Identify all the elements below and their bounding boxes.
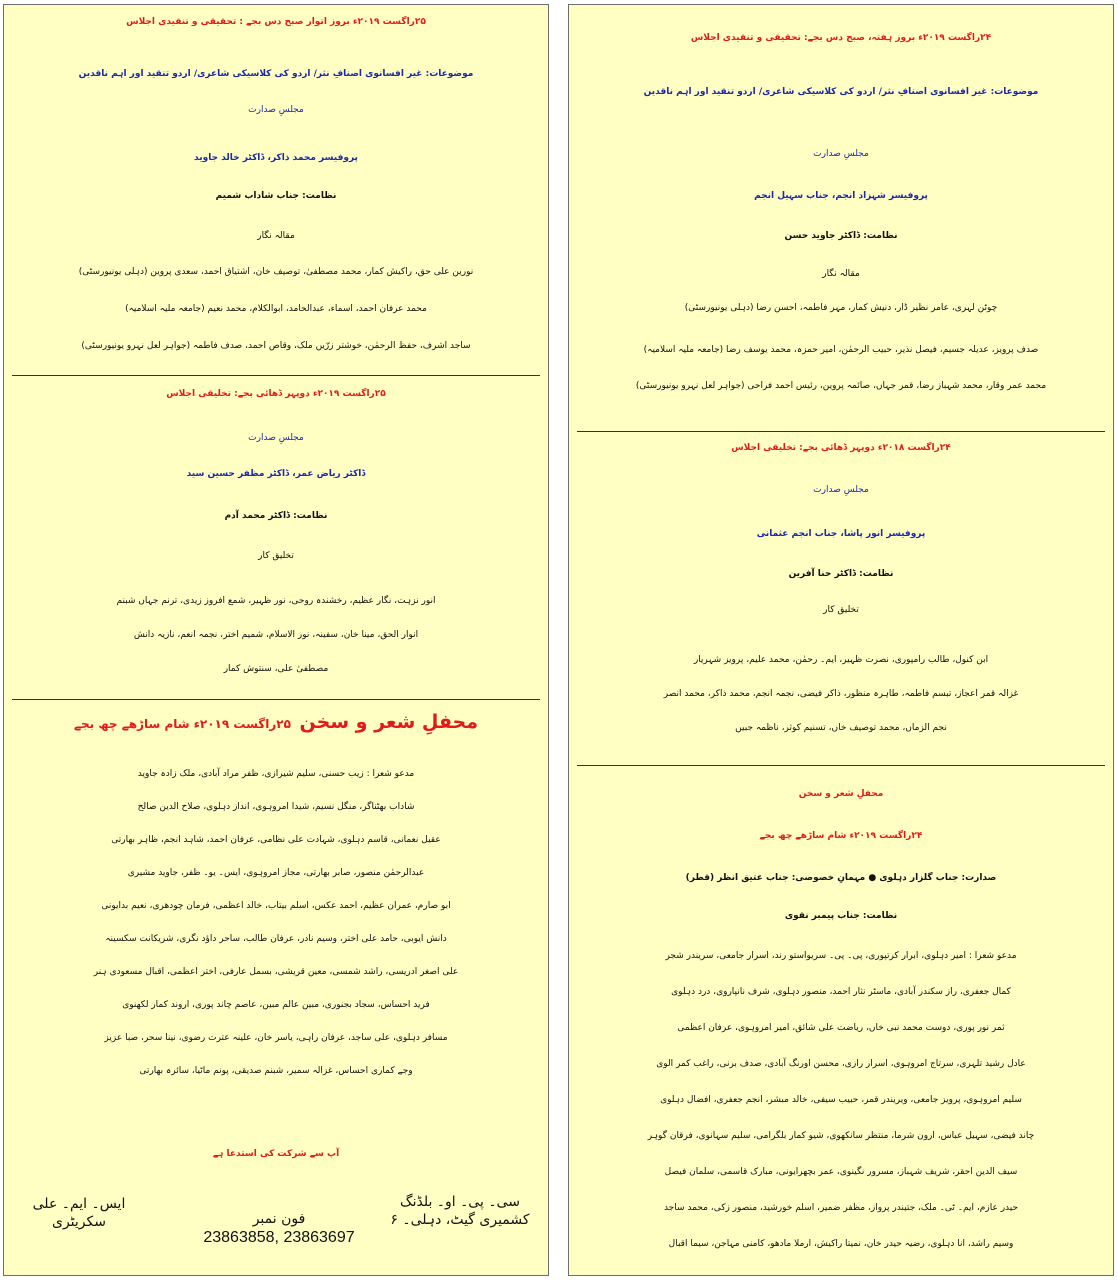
left-maqala-line: محمد عرفان احمد، اسماء، عبدالحامد، ابوالکلام، محمد نعیم (جامعہ ملیہ اسلامیہ) bbox=[125, 304, 427, 314]
right-mehfil-date: ۲۴راگست ۲۰۱۹ء شام ساڑھے چھ بجے bbox=[759, 831, 923, 841]
right-nizamat: نظامت: ڈاکٹر جاوید حسن bbox=[784, 231, 898, 241]
right-maqala-label: مقالہ نگار bbox=[822, 269, 860, 279]
right-invitation-panel bbox=[568, 4, 1114, 1276]
right-poets-line: ثمر نور پوری، دوست محمد نبی خاں، ریاضت علی شائق، امیر امروہوی، عرفان اعظمی bbox=[677, 1023, 1005, 1033]
right-nizamat2: نظامت: ڈاکٹر حنا آفرین bbox=[788, 569, 894, 579]
left-secretary bbox=[24, 1195, 134, 1231]
left-presidium-label: مجلسِ صدارت bbox=[248, 105, 304, 115]
right-day1-heading: ۲۴راگست ۲۰۱۹ء بروز ہفتہ، صبح دس بجے: تحقیقی و تنقیدی اجلاس bbox=[690, 33, 992, 43]
left-poets-line: دانش ایوبی، حامد علی اختر، وسیم نادر، عرفان طالب، ساحر داؤد نگری، شریکانت سکسینہ bbox=[105, 934, 447, 944]
right-mehfil-nizamat: نظامت: جناب پیمبر نقوی bbox=[784, 911, 898, 921]
secretary-name: ایس۔ ایم۔ علی bbox=[32, 1196, 126, 1212]
right-presidium2-label: مجلسِ صدارت bbox=[813, 485, 869, 495]
left-invitation-panel bbox=[3, 4, 549, 1276]
divider bbox=[577, 765, 1105, 766]
left-poets-line: وجے کماری احساس، غزالہ سمیر، شبنم صدیقی، پونم ماٹیا، سائرہ بھارتی bbox=[139, 1066, 413, 1076]
left-poets-line: علی اصغر ادریسی، راشد شمسی، معین قریشی، بسمل عارفی، اختر اعظمی، اقبال مسعودی ہنر bbox=[93, 967, 459, 977]
left-presidium2-names: ڈاکٹر ریاض عمر، ڈاکٹر مظفر حسین سید bbox=[186, 469, 366, 479]
right-poets-line: مدعو شعرا : امیر دہلوی، ابرار کرتپوری، پی۔ پی۔ سریواستو رند، اسرار جامعی، سریندر شجر bbox=[665, 951, 1017, 961]
left-presidium2-label: مجلسِ صدارت bbox=[248, 433, 304, 443]
phone-label: فون نمبر bbox=[252, 1211, 306, 1227]
left-poets-line: فرید احساس، سجاد بجنوری، مبین عالم مبین، عاصم چاند پوری، اروند کمار لکھنوی bbox=[122, 1000, 430, 1010]
left-takhleeq-line: انوار الحق، مینا خان، سفینہ، نور الاسلام، شمیم اختر، نجمہ انعم، نازیہ دانش bbox=[133, 630, 419, 640]
left-day2-heading: ۲۵راگست ۲۰۱۹ء دوپہر ڈھائی بجے: تخلیقی اجلاس bbox=[166, 389, 386, 399]
address-line: سی۔ پی۔ او۔ بلڈنگ bbox=[400, 1194, 520, 1210]
left-day1-heading: ۲۵راگست ۲۰۱۹ء بروز اتوار صبح دس بجے : تحقیقی و تنقیدی اجلاس bbox=[126, 17, 426, 27]
right-day2-heading: ۲۴راگست ۲۰۱۸ء دوپہر ڈھائی بجے: تخلیقی اجلاس bbox=[731, 443, 951, 453]
left-phone-block bbox=[179, 1210, 379, 1249]
left-poets-line: عبدالرحمٰن منصور، صابر بھارتی، مجاز امروہوی، ایس۔ یو۔ ظفر، جاوید مشیری bbox=[127, 868, 425, 878]
left-poets-line: ابو صارم، عمران عظیم، احمد عکس، اسلم بیتاب، خالد اعظمی، فرمان چودھری، نعیم بدایونی bbox=[101, 901, 451, 911]
address-line: کشمیری گیٹ، دہلی۔ ۶ bbox=[390, 1212, 530, 1229]
right-poets-line: کمال جعفری، راز سکندر آبادی، ماسٹر نثار احمد، منصور دہلوی، شرف نانپاروی، درد دہلوی bbox=[671, 987, 1011, 997]
divider bbox=[12, 699, 540, 700]
right-maqala-line: محمد عمر وقار، محمد شہباز رضا، قمر جہاں، صائمہ پروین، رئیس احمد فراحی (جواہر لعل نہرو یونیورسٹی) bbox=[635, 381, 1047, 391]
left-mehfil-header bbox=[4, 711, 548, 734]
left-mehfil-title: محفلِ شعر و سخن bbox=[299, 711, 478, 733]
left-nizamat2: نظامت: ڈاکٹر محمد آدم bbox=[224, 511, 328, 521]
right-maqala-line: چوٹن لہری، عامر نظیر ڈار، دنیش کمار، مہر فاطمہ، احسن رضا (دہلی یونیورسٹی) bbox=[684, 303, 998, 313]
right-mehfil-title: محفلِ شعر و سخن bbox=[798, 789, 884, 799]
right-presidium-names: پروفیسر شہزاد انجم، جناب سہیل انجم bbox=[754, 191, 928, 201]
left-nizamat: نظامت: جناب شاداب شمیم bbox=[215, 191, 337, 201]
right-topics: موضوعات: غیر افسانوی اصنافِ نثر/ اردو کی کلاسیکی شاعری/ اردو تنقید اور اہم ناقدین bbox=[643, 87, 1039, 97]
phone-number: 23863858, 23863697 bbox=[203, 1229, 355, 1247]
right-presidium-label: مجلسِ صدارت bbox=[813, 149, 869, 159]
right-mehfil-presidency: صدارت: جناب گلزار دہلوی ● مہمانِ خصوصی: جناب عتیق انظر (قطر) bbox=[685, 873, 997, 883]
right-presidium2-names: پروفیسر انور پاشا، جناب انجم عثمانی bbox=[756, 529, 926, 539]
divider bbox=[577, 431, 1105, 432]
left-presidium-names: پروفیسر محمد ذاکر، ڈاکٹر خالد جاوید bbox=[194, 153, 358, 163]
right-poets-line: وسیم راشد، انا دہلوی، رضیہ حیدر خان، نمیتا راکیش، ارملا مادھو، کامنی مہاجن، سیما اقبال bbox=[668, 1239, 1014, 1249]
right-poets-line: عادل رشید تلہری، سرتاج امروہوی، اسرار رازی، محسن اورنگ آبادی، صدف برنی، راغب کمر الوی bbox=[656, 1059, 1026, 1069]
left-poets-line: مدعو شعرا : زیب حسنی، سلیم شیرازی، ظفر مراد آبادی، ملک زادہ جاوید bbox=[137, 769, 415, 779]
left-takhleeq-line: مصطفیٰ علی، سنتوش کمار bbox=[223, 664, 329, 674]
right-poets-line: سلیم امروہوی، پرویز جامعی، ویریندر قمر، حبیب سیفی، خالد مبشر، انجم جعفری، افضال دہلوی bbox=[660, 1095, 1022, 1105]
secretary-title: سکریٹری bbox=[52, 1214, 106, 1231]
right-takhleeq-line: نجم الزماں، محمد توصیف خاں، تسنیم کوثر، ناظمہ جبیں bbox=[735, 723, 947, 733]
left-mehfil-date: ۲۵راگست ۲۰۱۹ء شام ساڑھے چھ بجے bbox=[74, 717, 291, 731]
left-poets-line: مسافر دہلوی، علی ساجد، عرفان راہی، یاسر خان، علینہ عترت رضوی، نینا سحر، صبا عزیز bbox=[104, 1033, 448, 1043]
left-poets-line: عقیل نعمانی، قاسم دہلوی، شہادت علی نظامی، عرفان احمد، شاہد انجم، ظاہر بھارتی bbox=[111, 835, 441, 845]
left-topics: موضوعات: غیر افسانوی اصنافِ نثر/ اردو کی کلاسیکی شاعری/ اردو تنقید اور اہم ناقدین bbox=[78, 69, 474, 79]
left-poets-line: شاداب بھٹناگر، منگل نسیم، شیدا امروہوی، انداز دہلوی، صلاح الدین صالح bbox=[137, 802, 415, 812]
left-maqala-line: نورین علی حق، راکیش کمار، محمد مصطفیٰ، توصیف خان، اشتیاق احمد، سعدی پروین (دہلی یونیورسٹی) bbox=[78, 267, 474, 277]
right-poets-line: حیدر عازم، ایم۔ ٹی۔ ملک، جتیندر پرواز، مظفر ضمیر، اسلم خورشید، منصور زکی، محمد ساجد bbox=[663, 1203, 1019, 1213]
right-takhleeq-line: ابن کنول، طالب رامپوری، نصرت ظہیر، ایم۔ رحمٰن، محمد علیم، پرویز شہریار bbox=[693, 655, 989, 665]
right-takhleeq-label: تخلیق کار bbox=[823, 605, 859, 615]
right-maqala-line: صدف پرویز، عدیلہ جسیم، فیصل نذیر، حبیب الرحمٰن، امیر حمزہ، محمد یوسف رضا (جامعہ ملیہ اسلامیہ) bbox=[643, 345, 1039, 355]
left-takhleeq-label: تخلیق کار bbox=[258, 551, 294, 561]
right-takhleeq-line: غزالہ قمر اعجاز، تبسم فاطمہ، طاہرہ منظور، ذاکر فیضی، نجمہ انجم، محمد ذاکر، محمد انصر bbox=[663, 689, 1019, 699]
left-maqala-label: مقالہ نگار bbox=[257, 231, 295, 241]
divider bbox=[12, 375, 540, 376]
left-address bbox=[380, 1193, 540, 1229]
left-invitation-line: آپ سے شرکت کی استدعا ہے bbox=[212, 1149, 340, 1159]
right-poets-line: چاند فیضی، سہیل عباس، ارون شرما، منتظر سانکھوی، شیو کمار بلگرامی، سلیم سہانوی، فرقان گوہر bbox=[647, 1131, 1035, 1141]
left-takhleeq-line: انور نزہت، نگار عظیم، رخشندہ روحی، نور ظہیر، شمع افروز زیدی، ترنم جہاں شبنم bbox=[116, 596, 436, 606]
right-poets-line: سیف الدین احقر، شریف شہباز، مسرور نگینوی، عمر بچھرایونی، مبارک قاسمی، سلمان فیصل bbox=[664, 1167, 1018, 1177]
left-maqala-line: ساجد اشرف، حفظ الرحمٰن، خوشتر زرّیں ملک، وقاص احمد، صدف فاطمہ (جواہر لعل نہرو یونیورسٹی) bbox=[81, 341, 471, 351]
